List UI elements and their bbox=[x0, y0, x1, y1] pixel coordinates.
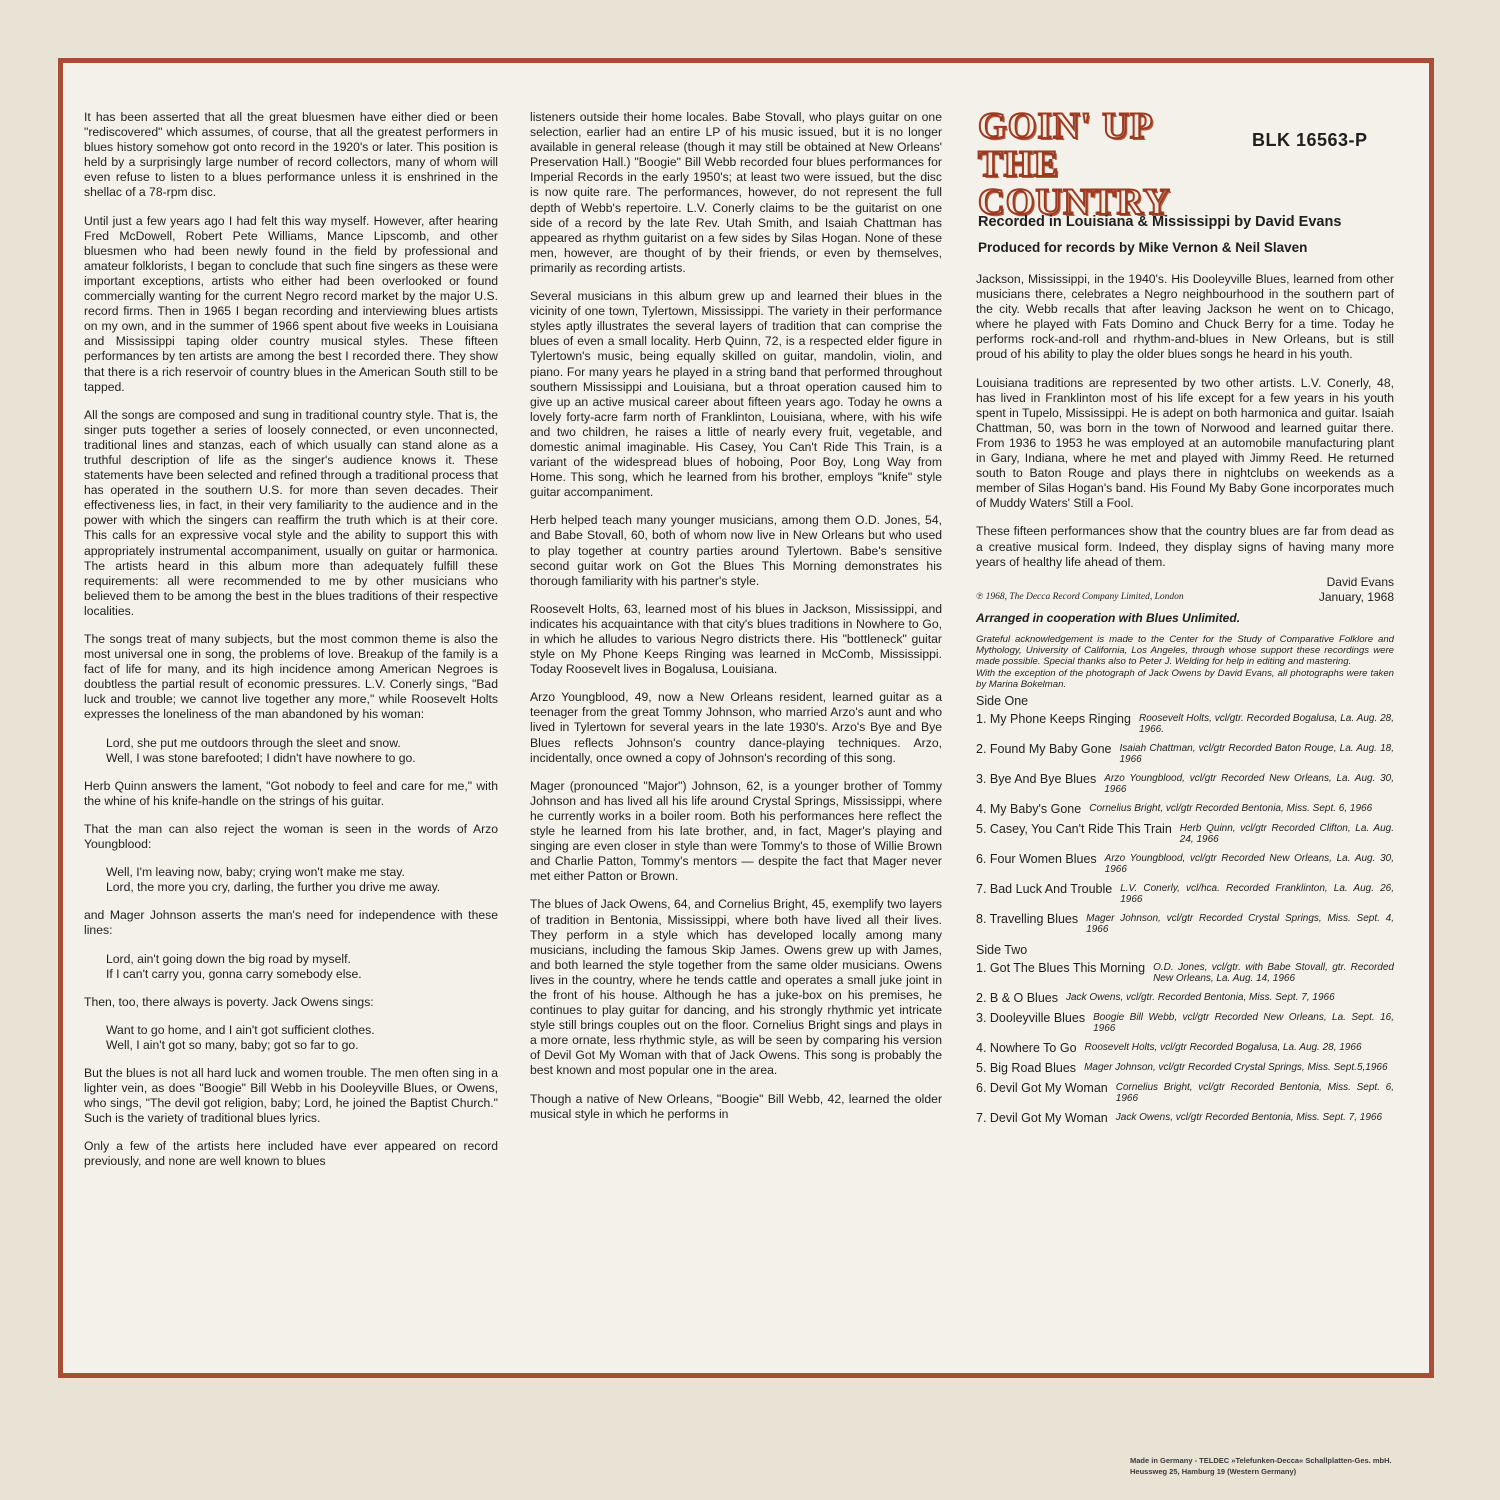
signature-date: January, 1968 bbox=[1318, 589, 1394, 604]
track-row bbox=[976, 1082, 1394, 1104]
track-row bbox=[976, 823, 1394, 845]
track-title: 2. Found My Baby Gone bbox=[976, 742, 1112, 757]
track-title: 1. Got The Blues This Morning bbox=[976, 961, 1146, 976]
copyright-notice: ℗ 1968, The Decca Record Company Limited, London bbox=[976, 591, 1184, 602]
track-row bbox=[976, 992, 1394, 1004]
imprint-line: Made in Germany - TELDEC »Telefunken-Decca« Schallplatten-Ges. mbH. bbox=[1130, 1456, 1392, 1465]
paragraph: Jackson, Mississippi, in the 1940's. His Dooleyville Blues, learned from other musicians there, celebrates a Negro neighbourhood in the southern part of the city. Webb recalls that after leaving Jackson he went on to Chicago, where he played with Fats Domino and Chuck Berry for a time. Today he performs rock-and-roll and rhythm-and-blues in New Orleans, but is still proud of his ability to play the older blues songs he heard in his youth. bbox=[976, 272, 1394, 362]
track-row bbox=[976, 713, 1394, 735]
track-row bbox=[976, 803, 1394, 815]
lyric-line: Well, I ain't got so many, baby; got so far to go. bbox=[106, 1037, 359, 1052]
track-credit: Isaiah Chattman, vcl/gtr Recorded Baton Rouge, La. Aug. 18, 1966 bbox=[1119, 743, 1394, 766]
track-row bbox=[976, 1012, 1394, 1034]
lyric-quote bbox=[84, 865, 498, 895]
imprint-line: Heussweg 25, Hamburg 19 (Western Germany) bbox=[1130, 1467, 1297, 1476]
track-title: 4. Nowhere To Go bbox=[976, 1041, 1077, 1056]
track-title: 5. Big Road Blues bbox=[976, 1061, 1077, 1076]
track-credit: Herb Quinn, vcl/gtr Recorded Clifton, La. Aug. 24, 1966 bbox=[1179, 823, 1394, 846]
liner-notes-column-2 bbox=[530, 110, 942, 1360]
track-credit: Cornelius Bright, vcl/gtr Recorded Bentonia, Miss. Sept. 6, 1966 bbox=[1089, 803, 1373, 815]
paragraph: Arzo Youngblood, 49, now a New Orleans resident, learned guitar as a teenager from the great Tommy Johnson, who married Arzo's aunt and who lived in Tylertown for several years in the late 1930's. Arzo's Bye and Bye Blues reflects Johnson's country dance-playing techniques. Arzo, incidentally, once owned a copy of Johnson's recording of this song. bbox=[530, 690, 942, 765]
track-credit: Roosevelt Holts, vcl/gtr Recorded Bogalusa, La. Aug. 28, 1966 bbox=[1084, 1042, 1362, 1054]
side-two-tracklist bbox=[976, 962, 1394, 1124]
lyric-quote bbox=[84, 952, 498, 982]
side-one-tracklist bbox=[976, 713, 1394, 935]
paragraph: Until just a few years ago I had felt this way myself. However, after hearing Fred McDowell, Robert Pete Williams, Mance Lipscomb, and other bluesmen who had been newly found in the field by professional and amateur folklorists, I began to conclude that such fine singers as these were important exceptions, artists who either had been overlooked or found commercially wanting for the current Negro record market by the major U.S. record firms. Then in 1965 I began recording and interviewing blues artists on my own, and in the summer of 1966 spent about five weeks in Louisiana and Mississippi taping older country musical styles. These fifteen performances by ten artists are among the best I recorded there. They show that there is a rich reservoir of country blues in the American South still to be tapped. bbox=[84, 213, 498, 394]
track-credit: L.V. Conerly, vcl/hca. Recorded Franklinton, La. Aug. 26, 1966 bbox=[1120, 883, 1394, 906]
track-title: 8. Travelling Blues bbox=[976, 912, 1079, 927]
paragraph: Several musicians in this album grew up and learned their blues in the vicinity of one town, Tylertown, Mississippi. The variety in their performance styles aptly illustrates the several layers of tradition that can comprise the blues of even a small locality. Herb Quinn, 72, is a respected elder figure in Tylertown's music, being equally skilled on guitar, mandolin, violin, and piano. For many years he played in a string band that performed throughout southern Mississippi and Louisiana, but a throat operation caused him to give up an active musical career about fifteen years ago. Today he owns a lovely forty-acre farm north of Franklinton, Louisiana, where, with his wife and two children, he raises a little of nearly every fruit, vegetable, and domestic animal imaginable. His Casey, You Can't Ride This Train, is a variant of the widespread blues of hoboing, Poor Boy, Long Way from Home. This song, which he learned from his brother, employs "knife" style guitar accompaniment. bbox=[530, 289, 942, 500]
track-credit: Jack Owens, vcl/gtr Recorded Bentonia, Miss. Sept. 7, 1966 bbox=[1115, 1112, 1383, 1124]
photo-credit: With the exception of the photograph of Jack Owens by David Evans, all photographs were taken by Marina Bokelman. bbox=[976, 667, 1394, 690]
paragraph: But the blues is not all hard luck and women trouble. The men often sing in a lighter vein, as does "Boogie" Bill Webb in his Dooleyville Blues, or Owens, who sings, "The devil got religion, baby; Lord, he joined the Baptist Church." Such is the variety of traditional blues lyrics. bbox=[84, 1065, 498, 1126]
track-title: 2. B & O Blues bbox=[976, 991, 1058, 1006]
track-credit: Mager Johnson, vcl/gtr Recorded Crystal Springs, Miss. Sept.5,1966 bbox=[1084, 1062, 1388, 1074]
signature-name: David Evans bbox=[1326, 574, 1394, 589]
track-row bbox=[976, 913, 1394, 935]
paragraph: Mager (pronounced "Major") Johnson, 62, is a younger brother of Tommy Johnson and has lived all his life around Crystal Springs, Mississippi, where he currently works in a boiler room. Both his performances here reflect the style he learned from his late brother, and, in fact, Mager's playing and singing are even closer in style than were Tommy's to those of Willie Brown and Charlie Patton, Tommy's mentors — despite the fact that Mager never met either Patton or Brown. bbox=[530, 778, 942, 884]
signature-block bbox=[976, 575, 1394, 590]
side-one-heading: Side One bbox=[976, 693, 1029, 708]
paragraph: Only a few of the artists here included have ever appeared on record previously, and none are well known to blues bbox=[84, 1139, 498, 1169]
liner-notes-column-1 bbox=[84, 110, 498, 1360]
album-title-line-2: COUNTRY bbox=[978, 182, 1171, 223]
track-row bbox=[976, 853, 1394, 875]
track-credit: Jack Owens, vcl/gtr. Recorded Bentonia, Miss. Sept. 7, 1966 bbox=[1065, 992, 1335, 1004]
track-credit: Mager Johnson, vcl/gtr Recorded Crystal Springs, Miss. Sept. 4, 1966 bbox=[1086, 913, 1394, 936]
track-row bbox=[976, 1112, 1394, 1124]
lyric-quote bbox=[84, 1023, 498, 1053]
paragraph: Then, too, there always is poverty. Jack Owens sings: bbox=[84, 994, 374, 1009]
paragraph: Though a native of New Orleans, "Boogie" Bill Webb, 42, learned the older musical style in which he performs in bbox=[530, 1091, 942, 1121]
paragraph: Herb helped teach many younger musicians, among them O.D. Jones, 54, and Babe Stovall, 60, both of whom now live in New Orleans but who used to play together at country parties around Tylertown. Babe's sensitive second guitar work on Got the Blues This Morning demonstrates his thorough familiarity with his partner's style. bbox=[530, 513, 942, 588]
track-title: 3. Dooleyville Blues bbox=[976, 1011, 1086, 1026]
track-row bbox=[976, 1062, 1394, 1074]
paragraph: and Mager Johnson asserts the man's need for independence with these lines: bbox=[84, 908, 498, 938]
track-credit: Cornelius Bright, vcl/gtr Recorded Bentonia, Miss. Sept. 6, 1966 bbox=[1115, 1082, 1394, 1105]
track-row bbox=[976, 962, 1394, 984]
paragraph: The blues of Jack Owens, 64, and Cornelius Bright, 45, exemplify two layers of tradition in Bentonia, Mississippi, where both have lived all their lives. They perform in a style which has developed locally among many musicians, including the famous Skip James. Owens grew up with James, and both learned the style together from the same older musicians. Owens lives in the country, where he tends cattle and operates a small juke joint in the front of his house. Although he has a juke-box on his premises, he continues to play guitar for dancing, and his strongly rhythmic yet intricate style still brings couples out on the floor. Cornelius Bright sings and plays in a more ornate, less rhythmic style, as will be seen by comparing his version of Devil Got My Woman with that of Jack Owens. This song is probably the best known and most popular one in the area. bbox=[530, 897, 942, 1078]
track-row bbox=[976, 883, 1394, 905]
lyric-line: If I can't carry you, gonna carry somebody else. bbox=[106, 966, 362, 981]
track-title: 5. Casey, You Can't Ride This Train bbox=[976, 822, 1172, 837]
paragraph: listeners outside their home locales. Babe Stovall, who plays guitar on one selection, earlier had an entire LP of his music issued, but it is no longer available in general release (though it may still be obtained at New Orleans' Preservation Hall.) "Boogie" Bill Webb recorded four blues performances for Imperial Records in the early 1950's; at least two were issued, but the disc is now quite rare. The performances, however, do not represent the full depth of Webb's repertoire. L.V. Conerly claims to be the guitarist on one side of a record by the late Rev. Utah Smith, and Isaiah Chattman has appeared as rhythm guitarist on a few sides by Silas Hogan. None of these men, however, are thought of by their friends, or even by themselves, primarily as recording artists. bbox=[530, 110, 942, 275]
produced-by-credit: Produced for records by Mike Vernon & Neil Slaven bbox=[978, 240, 1308, 255]
paragraph: It has been asserted that all the great bluesmen have either died or been "rediscovered" which assumes, of course, that all the greatest performers in blues history somehow got onto record in the 1920's or later. This position is held by a surprisingly large number of record collectors, many of whom will even refuse to listen to a blues performance unless it is enshrined in the shellac of a 78-rpm disc. bbox=[84, 110, 498, 200]
track-credit: Boogie Bill Webb, vcl/gtr Recorded New Orleans, La. Sept. 16, 1966 bbox=[1093, 1012, 1394, 1035]
track-credit: Arzo Youngblood, vcl/gtr Recorded New Orleans, La. Aug. 30, 1966 bbox=[1104, 853, 1394, 876]
lyric-line: Well, I was stone barefooted; I didn't have nowhere to go. bbox=[106, 750, 416, 765]
track-row bbox=[976, 1042, 1394, 1054]
track-row bbox=[976, 743, 1394, 765]
track-title: 4. My Baby's Gone bbox=[976, 802, 1082, 817]
track-title: 7. Devil Got My Woman bbox=[976, 1111, 1108, 1126]
lyric-line: Want to go home, and I ain't got sufficient clothes. bbox=[106, 1022, 375, 1037]
recorded-by-credit: Recorded in Louisiana & Mississippi by David Evans bbox=[978, 214, 1342, 230]
track-title: 7. Bad Luck And Trouble bbox=[976, 882, 1113, 897]
track-title: 6. Four Women Blues bbox=[976, 852, 1097, 867]
track-credit: Roosevelt Holts, vcl/gtr. Recorded Bogalusa, La. Aug. 28, 1966. bbox=[1138, 713, 1394, 736]
lyric-line: Well, I'm leaving now, baby; crying won't make me stay. bbox=[106, 865, 405, 880]
lyric-line: Lord, ain't going down the big road by myself. bbox=[106, 951, 351, 966]
liner-notes-column-3 bbox=[976, 272, 1394, 1132]
acknowledgement: Grateful acknowledgement is made to the Center for the Study of Comparative Folklore and Mythology, University of California, Los Angeles, through whose support these recordings were made possible. Special thanks also to Peter J. Welding for help in editing and mastering. bbox=[976, 633, 1394, 667]
side-two-heading: Side Two bbox=[976, 943, 1028, 958]
paragraph: These fifteen performances show that the country blues are far from dead as a creative musical form. Indeed, they display signs of having many more years of healthy life ahead of them. bbox=[976, 524, 1394, 569]
catalog-number: BLK 16563-P bbox=[1252, 130, 1368, 150]
track-credit: O.D. Jones, vcl/gtr. with Babe Stovall, gtr. Recorded New Orleans, La. Aug. 14, 1966 bbox=[1153, 962, 1394, 985]
track-credit: Arzo Youngblood, vcl/gtr Recorded New Orleans, La. Aug. 30, 1966 bbox=[1104, 773, 1394, 796]
lyric-quote bbox=[84, 736, 498, 766]
album-title-line-1: GOIN' UP THE bbox=[978, 106, 1152, 185]
lyric-line: Lord, the more you cry, darling, the further you drive me away. bbox=[106, 880, 441, 895]
lyric-line: Lord, she put me outdoors through the sleet and snow. bbox=[106, 735, 401, 750]
paragraph: Herb Quinn answers the lament, "Got nobody to feel and care for me," with the whine of his knife-handle on the strings of his guitar. bbox=[84, 778, 498, 808]
track-title: 1. My Phone Keeps Ringing bbox=[976, 712, 1131, 727]
copyright-date-row bbox=[976, 590, 1394, 605]
paragraph: Louisiana traditions are represented by two other artists. L.V. Conerly, 48, has lived in Franklinton most of his life except for a few years in his youth spent in Tupelo, Mississippi. He is adept on both harmonica and guitar. Isaiah Chattman, 50, was born in the town of Norwood and learned guitar there. From 1936 to 1953 he was employed at an automobile manufacturing plant in Gary, Indiana, where he met and played with Jimmy Reed. He returned south to Baton Rouge and plays there in nightclubs on weekends as a member of Silas Hogan's band. His Found My Baby Gone incorporates much of Muddy Waters' Still a Fool. bbox=[976, 375, 1394, 511]
album-title-logo bbox=[978, 108, 1238, 222]
paragraph: That the man can also reject the woman is seen in the words of Arzo Youngblood: bbox=[84, 821, 498, 852]
paragraph: The songs treat of many subjects, but the most common theme is also the most universal one in song, the problems of love. Breakup of the family is a fact of life for many, and its high incidence among American Negroes is doubtless the partial result of economic pressures. L.V. Conerly sings, "Bad luck and trouble; we cannot live together any more," while Roosevelt Holts expresses the loneliness of the man abandoned by his woman: bbox=[84, 632, 498, 722]
manufacturer-imprint bbox=[1130, 1455, 1460, 1477]
arranged-note: Arranged in cooperation with Blues Unlimited. bbox=[976, 610, 1241, 625]
track-title: 6. Devil Got My Woman bbox=[976, 1081, 1108, 1096]
track-title: 3. Bye And Bye Blues bbox=[976, 772, 1097, 787]
paragraph: Roosevelt Holts, 63, learned most of his blues in Jackson, Mississippi, and indicates his acquaintance with that city's blues traditions in Nowhere to Go, in which he alludes to various Negro districts there. His "bottleneck" guitar style on My Phone Keeps Ringing was learned in McComb, Mississippi. Today Roosevelt lives in Bogalusa, Louisiana. bbox=[530, 601, 942, 677]
paragraph: All the songs are composed and sung in traditional country style. That is, the singer puts together a series of loosely connected, or even unconnected, traditional lines and stanzas, each of which usually can stand alone as a truthful description of life as the singer's audience knows it. These statements have been selected and refined through a traditional process that has operated in the southern U.S. for more than seven decades. Their effectiveness lies, in fact, in their very familiarity to the audience and in the power with which the singers can reaffirm the truth which is at their core. This calls for an expressive vocal style and the ability to support this with appropriately instrumental accompaniment, usually on guitar or harmonica. The artists heard in this album more than adequately fulfill these requirements: all were recommended to me by other musicians who believed them to be among the best in the blues traditions of their respective localities. bbox=[84, 407, 498, 618]
track-row bbox=[976, 773, 1394, 795]
